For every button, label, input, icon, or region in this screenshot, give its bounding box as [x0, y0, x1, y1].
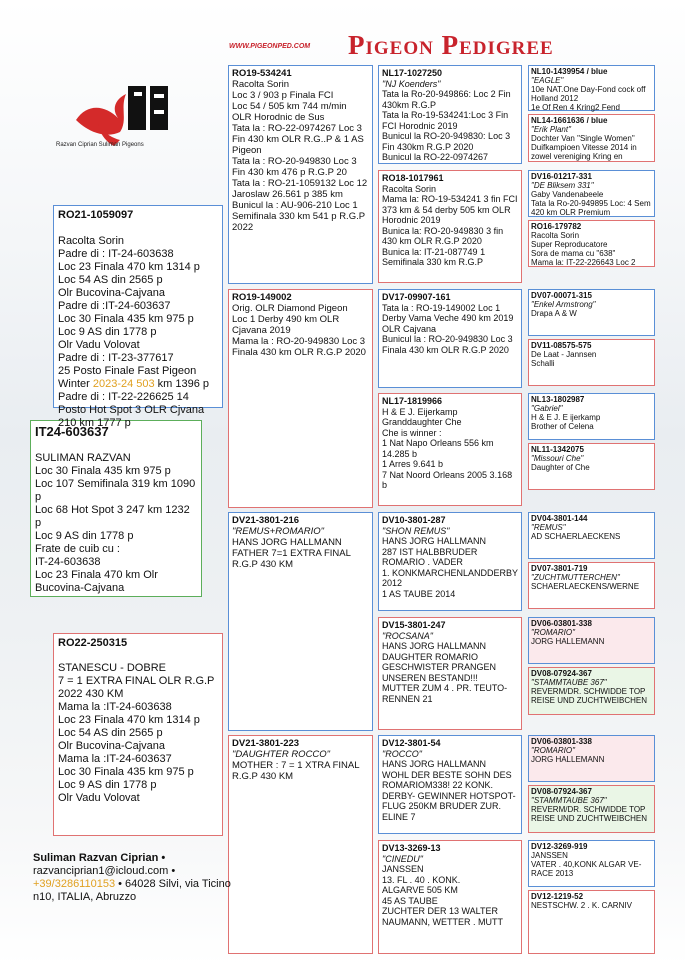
gen4-card[interactable] — [528, 65, 655, 111]
gen2-card[interactable] — [228, 65, 373, 284]
gen4-id: DV07-00071-315 — [531, 291, 592, 300]
gen3-id: DV10-3801-287 — [382, 515, 446, 525]
owner-email[interactable]: razvanciprian1@icloud.com • — [33, 865, 176, 877]
gen3-text: Tata la : RO-19-149002 Loc 1 Derby Vama Veche 490 km 2019 OLR Cajvana Bunicul la : RO-20-949830 Loc 3 Finala 430 km OLR R.G.P 2020 — [382, 302, 514, 355]
gen3-id: DV17-09907-161 — [382, 292, 451, 302]
gen4-text: De Laat - Jannsen Schalli — [531, 350, 597, 368]
gen4-name: "DE Bliksem 331" — [531, 181, 594, 190]
gen4-text: Dochter Van "Single Women" Duifkampioen Vitesse 2014 in zowel vereniging Kring en — [531, 134, 637, 161]
gen4-id: NL13-1802987 — [531, 395, 585, 404]
gen3-id: NL17-1819966 — [382, 396, 443, 406]
dam-text: STANESCU - DOBRE 7 = 1 EXTRA FINAL OLR R.G.P 2022 430 KM Mama la :IT-24-603638 Loc 23 Finala 470 km 1314 p Loc 54 AS din 2565 p Olr Bucovina-Cajvana Mama la :IT-24-603637 Loc 30 Finala 435 km 975 p Loc 9 AS din 1778 p Olr Vadu Volovat — [58, 662, 215, 804]
gen3-text: Tata la Ro-20-949866: Loc 2 Fin 430km R.G.P Tata la Ro-19-534241:Loc 3 Fin FCI Horodnic 2019 Bunicul la RO-20-949830: Loc 3 Fin 430km R.G.P 2020 Bunicul la RO-22-0974267 — [382, 89, 511, 162]
gen4-text: Drapa A & W — [531, 309, 577, 318]
dam-id: RO22-250315 — [58, 637, 128, 649]
gen4-text: AD SCHAERLAECKENS — [531, 532, 621, 541]
gen4-text: NESTSCHW. 2 . K. CARNIV — [531, 901, 632, 910]
dam-card[interactable] — [53, 633, 223, 836]
owner-name: Suliman Razvan Ciprian • — [33, 852, 166, 864]
gen3-id: DV13-3269-13 — [382, 843, 441, 853]
gen4-card[interactable] — [528, 443, 655, 490]
gen4-name: "ZUCHTMUTTERCHEN" — [531, 573, 620, 582]
gen4-card[interactable] — [528, 617, 655, 664]
gen4-card[interactable] — [528, 840, 655, 887]
gen4-text: REVERM/DR. SCHWIDDE TOP REISE UND ZUCHTWEIBCHEN — [531, 805, 648, 823]
gen3-id: DV15-3801-247 — [382, 620, 446, 630]
gen3-text: Racolta Sorin Mama la: RO-19-534241 3 fin FCI 373 km & 54 derby 505 km OLR Horodnic 2019 Bunica la: RO-20-949830 3 fin 430 km OLR R.G.P 2020 Bunica la: IT-21-087749 1 Semifinala 330 km R.G.P — [382, 183, 518, 267]
sire-highlight: 2023-24 503 — [92, 378, 155, 390]
gen4-id: NL14-1661636 / blue — [531, 116, 608, 125]
gen4-name: "ROMARIO" — [531, 746, 575, 755]
sire-text — [58, 235, 218, 430]
gen4-id: DV06-03801-338 — [531, 619, 592, 628]
gen4-card[interactable] — [528, 393, 655, 440]
gen4-card[interactable] — [528, 562, 655, 609]
gen4-name: "Gabriel" — [531, 404, 563, 413]
logo-icon — [68, 80, 188, 150]
website-url[interactable]: WWW.PIGEONPED.COM — [229, 43, 311, 50]
gen2-text: Racolta Sorin Loc 3 / 903 p Finala FCI Loc 54 / 505 km 744 m/min OLR Horodnic de Sus Tata la : RO-22-0974267 Loc 3 Fin 430 km OLR R.G..P & 1 AS Pigeon Tata la : RO-20-949830 Loc 3 Fin 430 km 476 p R.G.P 20 Tata la : RO-21-1059132 Loc 12 Jaroslaw 26.561 p 385 km Bunicul la : AU-906-210 Loc 1 Semifinala 330 km 541 p R.G.P 2022 — [232, 79, 368, 233]
gen4-id: DV16-01217-331 — [531, 172, 592, 181]
logo-caption: Razvan Ciprian Suliman Pigeons — [56, 142, 144, 148]
subject-card[interactable] — [30, 420, 202, 597]
gen2-id: DV21-3801-223 — [232, 738, 300, 749]
gen4-text: 10e NAT.One Day-Fond cock off Holland 2012 1e Of Ren 4 Kring2 Fend — [531, 85, 646, 112]
gen4-text: SCHAERLAECKENS/WERNE — [531, 582, 640, 591]
gen4-name: "REMUS" — [531, 523, 566, 532]
gen4-card[interactable] — [528, 785, 655, 833]
contact-info — [33, 852, 233, 904]
gen4-card[interactable] — [528, 114, 655, 162]
gen4-name: "ROMARIO" — [531, 628, 575, 637]
gen4-name: "STAMMTAUBE 367" — [531, 678, 607, 687]
gen4-card[interactable] — [528, 890, 655, 954]
sire-id: RO21-1059097 — [58, 209, 134, 221]
gen4-name: "Erik Plant" — [531, 125, 571, 134]
gen3-name: "SHON REMUS" — [382, 525, 450, 536]
gen4-text: H & E J. E ijerkamp Brother of Celena — [531, 413, 601, 431]
gen4-id: NL10-1439954 / blue — [531, 67, 608, 76]
gen2-id: DV21-3801-216 — [232, 515, 300, 526]
gen4-card[interactable] — [528, 667, 655, 715]
subject-id: IT24-603637 — [35, 424, 109, 439]
gen3-card[interactable] — [378, 289, 522, 388]
gen2-text: MOTHER : 7 = 1 XTRA FINAL R.G.P 430 KM — [232, 760, 360, 782]
gen4-text: Gaby Vandenabeele Tata la Ro-20-949895 Loc: 4 Sem 420 km OLR Premium — [531, 190, 651, 217]
gen4-card[interactable] — [528, 220, 655, 267]
owner-phone[interactable]: +39/3286110153 — [33, 878, 116, 890]
gen4-text: JORG HALLEMANN — [531, 755, 605, 764]
sire-text-b: km 1396 p Padre di : IT-22-226625 14 Posto Hot Spot 3 OLR Cjvana 210 km 1777 p — [58, 378, 210, 429]
gen4-card[interactable] — [528, 735, 655, 782]
owner-address: • 64028 Silvi, via Ticino n10, ITALIA, Abruzzo — [33, 878, 231, 903]
gen4-card[interactable] — [528, 512, 655, 559]
gen2-text: HANS JORG HALLMANN FATHER 7=1 EXTRA FINAL R.G.P 430 KM — [232, 537, 351, 570]
gen3-card[interactable] — [378, 617, 522, 730]
gen4-id: DV06-03801-338 — [531, 737, 592, 746]
gen4-card[interactable] — [528, 339, 655, 386]
sire-card[interactable] — [53, 205, 223, 429]
page-title: Pigeon Pedigree — [348, 30, 554, 60]
gen3-card[interactable] — [378, 512, 522, 611]
gen2-name: "REMUS+ROMARIO" — [232, 526, 324, 537]
gen2-id: RO19-149002 — [232, 292, 292, 303]
gen2-card[interactable] — [228, 735, 373, 954]
gen4-id: DV11-08575-575 — [531, 341, 592, 350]
gen3-name: "ROCCO" — [382, 748, 422, 759]
gen3-card[interactable] — [378, 65, 522, 164]
gen2-text: Orig. OLR Diamond Pigeon Loc 1 Derby 490 km OLR Cjavana 2019 Mama la : RO-20-949830 Loc 3 Finala 430 km OLR R.G.P 2020 — [232, 303, 366, 358]
gen3-name: "CINEDU" — [382, 853, 423, 864]
gen3-name: "ROCSANA" — [382, 630, 433, 641]
gen4-id: DV08-07924-367 — [531, 669, 592, 678]
gen4-text: Daughter of Che — [531, 463, 590, 472]
sire-text-a: Racolta Sorin Padre di : IT-24-603638 Loc 23 Finala 470 km 1314 p Loc 54 AS din 2565 p Olr Bucovina-Cajvana Padre di :IT-24-603637 Loc 30 Finala 435 km 975 p Loc 9 AS din 1778 p Olr Vadu Volovat Padre di : IT-23-377617 25 Posto Finale Fast Pigeon Winter — [58, 235, 200, 390]
gen3-text: HANS JORG HALLMANN DAUGHTER ROMARIO GESCHWISTER PRANGEN UNSEREN BESTAND!!! MUTTER ZUM 4 . PR. TEUTO-RENNEN 21 — [382, 641, 508, 704]
gen4-id: DV12-3269-919 — [531, 842, 588, 851]
gen3-id: DV12-3801-54 — [382, 738, 441, 748]
gen3-text: HANS JORG HALLMANN WOHL DER BESTE SOHN DES ROMARIOM338! 22 KONK. DERBY- GEWINNER HOTSPOT- FLUG 250KM BRUDER ZUR. ELINE 7 — [382, 759, 516, 822]
gen4-text: JORG HALLEMANN — [531, 637, 605, 646]
gen2-id: RO19-534241 — [232, 68, 292, 79]
gen3-card[interactable] — [378, 393, 522, 506]
gen4-text: JANSSEN VATER . 40,KONK ALGAR VE-RACE 2013 — [531, 851, 642, 878]
gen2-card[interactable] — [228, 512, 373, 731]
gen3-id: NL17-1027250 — [382, 68, 443, 78]
gen4-card[interactable] — [528, 289, 655, 336]
gen3-card[interactable] — [378, 170, 522, 283]
gen3-text: JANSSEN 13. FL . 40 . KONK. ALGARVE 505 KM 45 AS TAUBE ZUCHTER DER 13 WALTER NAUMANN, WETTER . MUTT — [382, 864, 503, 927]
gen4-name: "EAGLE" — [531, 76, 564, 85]
gen3-card[interactable] — [378, 840, 522, 954]
gen4-name: "Enkel Armstrong" — [531, 300, 596, 309]
gen4-name: "Missouri Che" — [531, 454, 584, 463]
gen4-id: DV12-1219-52 — [531, 892, 584, 901]
gen4-text: REVERM/DR. SCHWIDDE TOP REISE UND ZUCHTWEIBCHEN — [531, 687, 648, 705]
gen4-id: DV04-3801-144 — [531, 514, 588, 523]
gen3-text: H & E J. Eijerkamp Granddaughter Che Che is winner : 1 Nat Napo Orleans 556 km 14.285 b 1 Arres 9.641 b 7 Nat Noord Orleans 2005 3.168 b — [382, 406, 513, 490]
gen4-id: DV08-07924-367 — [531, 787, 592, 796]
gen4-id: RO16-179782 — [531, 222, 582, 231]
gen4-text: Racolta Sorin Super Reproducatore Sora de mama cu "638" Mama la: IT-22-226643 Loc 2 — [531, 231, 636, 267]
gen3-id: RO18-1017961 — [382, 173, 444, 183]
gen2-card[interactable] — [228, 289, 373, 508]
gen4-card[interactable] — [528, 170, 655, 217]
subject-text: SULIMAN RAZVAN Loc 30 Finala 435 km 975 p Loc 107 Semifinala 319 km 1090 p Loc 68 Hot Spot 3 247 km 1232 p Loc 9 AS din 1778 p Frate de cuib cu : IT-24-603638 Loc 23 Finala 470 km Olr Bucovina-Cajvana — [35, 452, 196, 594]
gen4-id: DV07-3801-719 — [531, 564, 588, 573]
gen4-id: NL11-1342075 — [531, 445, 584, 454]
gen4-name: "STAMMTAUBE 367" — [531, 796, 607, 805]
gen3-card[interactable] — [378, 735, 522, 834]
gen3-name: "NJ Koenders" — [382, 78, 441, 89]
gen3-text: HANS JORG HALLMANN 287 IST HALBBRUDER ROMARIO . VADER 1. KONKMARCHENLANDDERBY 2012 1 AS TAUBE 2014 — [382, 536, 518, 599]
gen2-name: "DAUGHTER ROCCO" — [232, 749, 331, 760]
